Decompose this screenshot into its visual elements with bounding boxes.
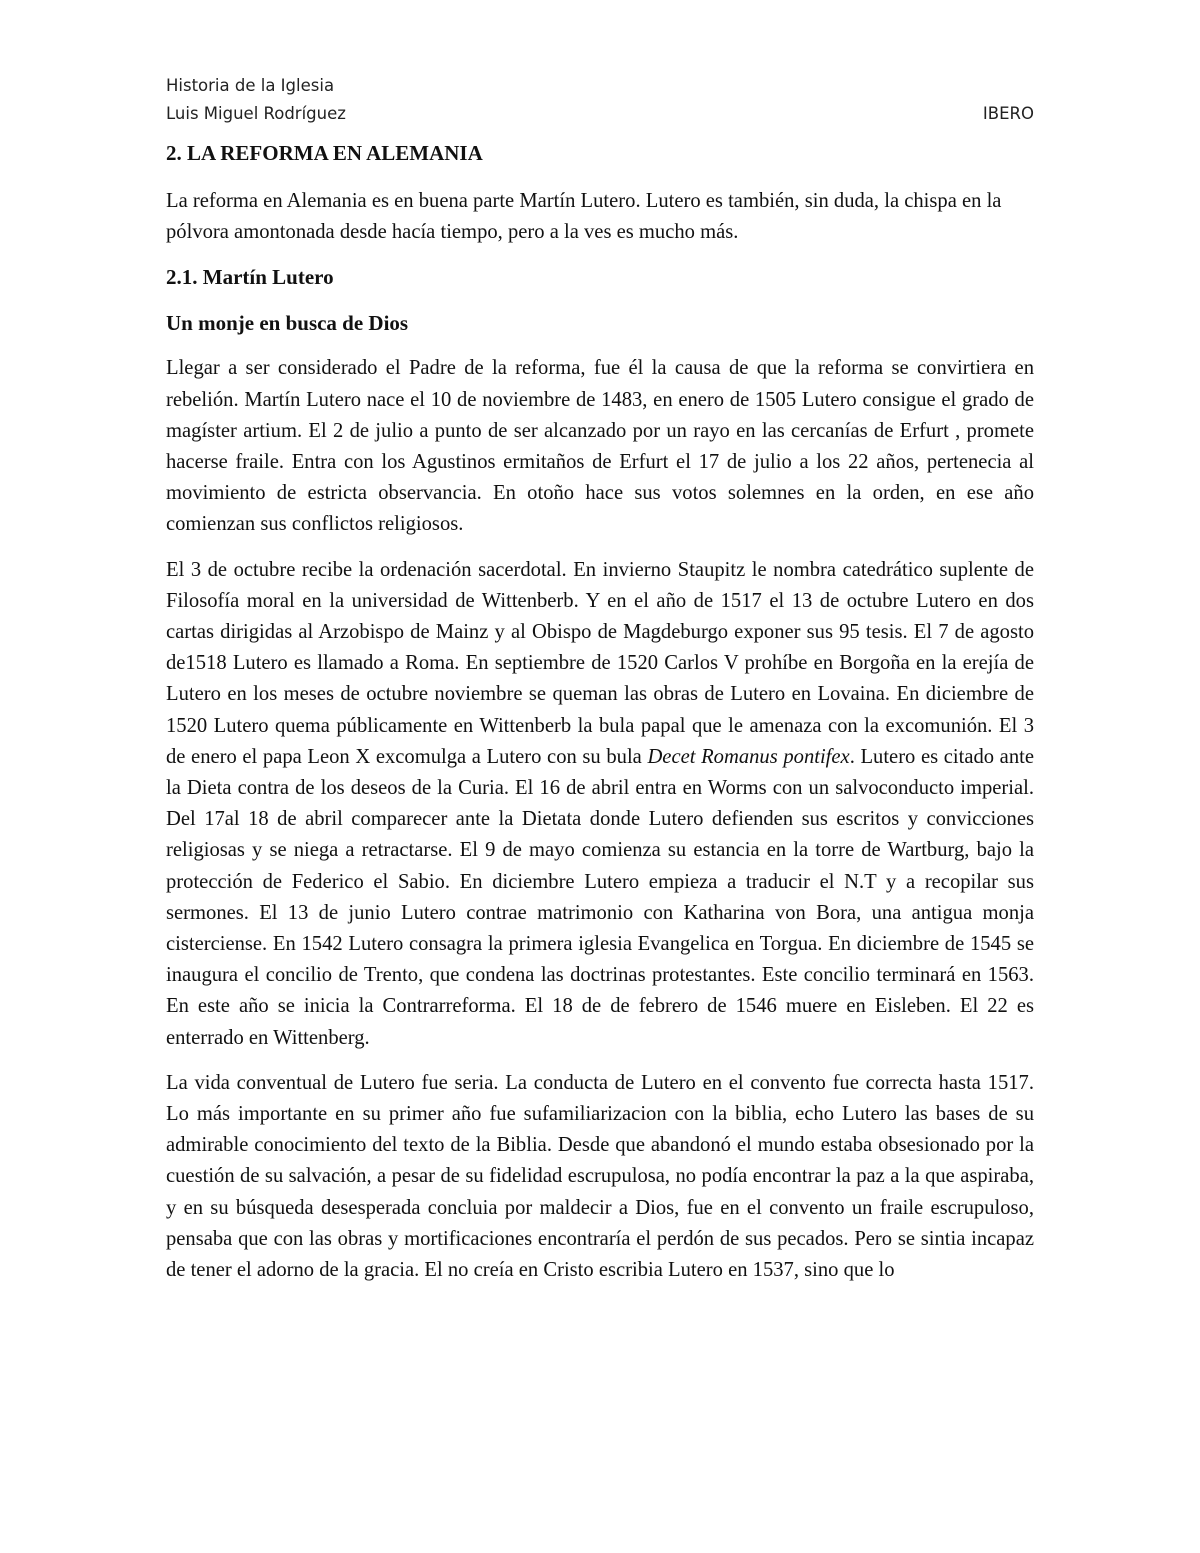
paragraph-2-text-a: El 3 de octubre recibe la ordenación sacerdotal. En invierno Staupitz le nombra catedrático suplente de Filosofía moral en la universidad de Wittenberb. Y en el año de 1517 el 13 de octubre Lutero en dos cartas dirigidas al Arzobispo de Mainz y al Obispo de Magdeburgo exponer sus 95 tesis. El 7 de agosto de1518 Lutero es llamado a Roma. En septiembre de 1520 Carlos V prohíbe en Borgoña en la erejía de Lutero en los meses de octubre noviembre se queman las obras de Lutero en Lovaina. En diciembre de 1520 Lutero quema públicamente en Wittenberb la bula papal que le amenaza con la excomunión. El 3 de enero el papa Leon X excomulga a Lutero con su bula: [166, 558, 1034, 768]
course-title: Historia de la Iglesia: [166, 76, 335, 95]
paragraph-3: La vida conventual de Lutero fue seria. La conducta de Lutero en el convento fue correcta hasta 1517. Lo más importante en su primer año fue sufamiliarizacion con la biblia, echo Lutero las bases de su admirable conocimiento del texto de la Biblia. Desde que abandonó el mundo estaba obsesionado por la cuestión de su salvación, a pesar de su fidelidad escrupulosa, no podía encontrar la paz a la que aspiraba, y en su búsqueda desesperada concluia por maldecir a Dios, fue en el convento un fraile escrupuloso, pensaba que con las obras y mortificaciones encontraría el perdón de sus pecados. Pero se sintia incapaz de tener el adorno de la gracia. El no creía en Cristo escribia Lutero en 1537, sino que lo: [166, 1071, 1034, 1282]
section-title: 2. LA REFORMA EN ALEMANIA: [166, 141, 483, 165]
institution-name: IBERO: [982, 104, 1034, 123]
document-body: [166, 138, 1034, 1300]
paragraph-1: Llegar a ser considerado el Padre de la reforma, fue él la causa de que la reforma se convirtiera en rebelión. Martín Lutero nace el 10 de noviembre de 1483, en enero de 1505 Lutero consigue el grado de magíster artium. El 2 de julio a punto de ser alcanzado por un rayo en las cercanías de Erfurt , promete hacerse fraile. Entra con los Agustinos ermitaños de Erfurt el 17 de julio a los 22 años, pertenecia al movimiento de estricta observancia. En otoño hace sus votos solemnes en la orden, en ese año comienzan sus conflictos religiosos.: [166, 357, 1034, 536]
intro-paragraph: La reforma en Alemania es en buena parte Martín Lutero. Lutero es también, sin duda, la chispa en la pólvora amontonada desde hacía tiempo, pero a la ves es mucho más.: [166, 190, 1002, 244]
paragraph-2: [166, 555, 1034, 1054]
page-header: [166, 72, 1034, 128]
paragraph-2-text-b: . Lutero es citado ante la Dieta contra de los deseos de la Curia. El 16 de abril entra en Worms con un salvoconducto imperial. Del 17al 18 de abril comparecer ante la Dietata donde Lutero defienden sus escritos y convicciones religiosas y se niega a retractarse. El 9 de mayo comienza su estancia en la torre de Wartburg, bajo la protección de Federico el Sabio. En diciembre Lutero empieza a traducir el N.T y a recopilar sus sermones. El 13 de junio Lutero contrae matrimonio con Katharina von Bora, una antigua monja cisterciense. En 1542 Lutero consagra la primera iglesia Evangelica en Torgua. En diciembre de 1545 se inaugura el concilio de Trento, que condena las doctrinas protestantes. Este concilio terminará en 1563. En este año se inicia la Contrarreforma. El 18 de de febrero de 1546 muere en Eisleben. El 22 es enterrado en Wittenberg.: [166, 745, 1034, 1049]
bull-title: Decet Romanus pontifex: [647, 745, 850, 768]
author-name: Luis Miguel Rodríguez: [166, 104, 346, 123]
subheading: Un monje en busca de Dios: [166, 311, 409, 336]
subsection-title: 2.1. Martín Lutero: [166, 265, 334, 290]
